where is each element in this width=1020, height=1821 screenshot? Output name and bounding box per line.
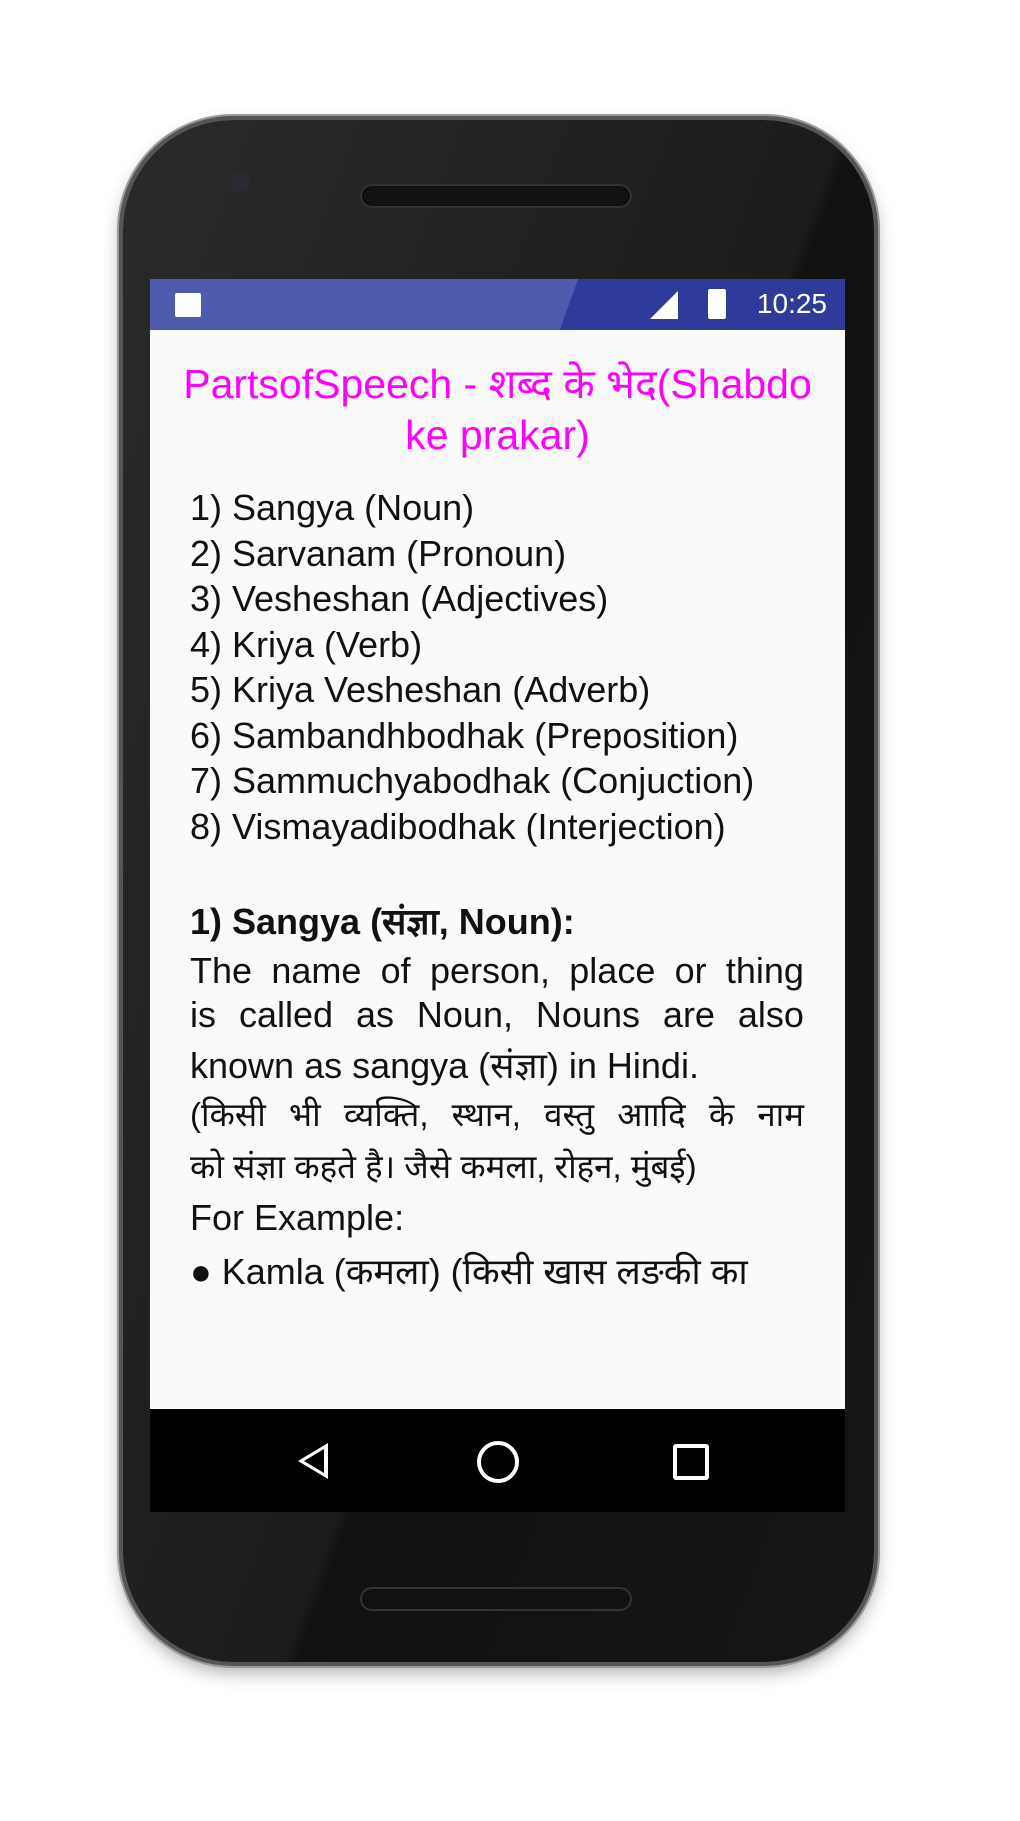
list-item: 8) Vismayadibodhak (Interjection)	[190, 806, 726, 847]
status-bar	[150, 279, 845, 330]
home-icon[interactable]	[477, 1441, 519, 1483]
paragraph-line: is called as Noun, Nouns are also	[190, 994, 804, 1035]
title-line-1: PartsofSpeech - शब्द के भेद(Shabdo	[183, 361, 812, 407]
paragraph-line: known as sangya (संज्ञा) in Hindi.	[190, 1045, 699, 1086]
recent-apps-icon[interactable]	[673, 1444, 709, 1480]
paragraph-line: को संज्ञा कहते है। जैसे कमला, रोहन, मुंबई)	[190, 1148, 697, 1185]
bullet-text: Kamla (कमला) (किसी खास लङकी का	[221, 1251, 748, 1292]
list-item: 5) Kriya Vesheshan (Adverb)	[190, 669, 651, 710]
page-title	[160, 359, 835, 461]
bottom-speaker	[362, 1589, 630, 1609]
for-example-label: For Example:	[190, 1197, 405, 1238]
back-icon[interactable]	[298, 1443, 328, 1479]
section-heading: 1) Sangya (संज्ञा, Noun):	[190, 901, 575, 942]
title-line-2: ke prakar)	[405, 412, 590, 458]
list-item: 1) Sangya (Noun)	[190, 487, 475, 528]
bullet-item	[190, 1246, 748, 1295]
list-item: 3) Vesheshan (Adjectives)	[190, 578, 609, 619]
screen	[150, 279, 845, 1512]
list-item: 2) Sarvanam (Pronoun)	[190, 533, 567, 574]
list-item: 6) Sambandhbodhak (Preposition)	[190, 715, 739, 756]
paragraph-line: The name of person, place or thing	[190, 950, 804, 991]
signal-icon	[650, 291, 678, 319]
clock: 10:25	[756, 288, 827, 319]
navigation-bar	[150, 1409, 845, 1512]
list-item: 7) Sammuchyabodhak (Conjuction)	[190, 760, 755, 801]
list-item: 4) Kriya (Verb)	[190, 624, 423, 665]
battery-icon	[708, 289, 726, 319]
top-speaker	[362, 186, 630, 206]
paragraph-line: (किसी भी व्यक्ति, स्थान, वस्तु आादि के नाम	[190, 1096, 804, 1133]
image-icon	[175, 293, 201, 317]
bullet-icon: ●	[190, 1251, 222, 1292]
camera	[230, 172, 250, 192]
